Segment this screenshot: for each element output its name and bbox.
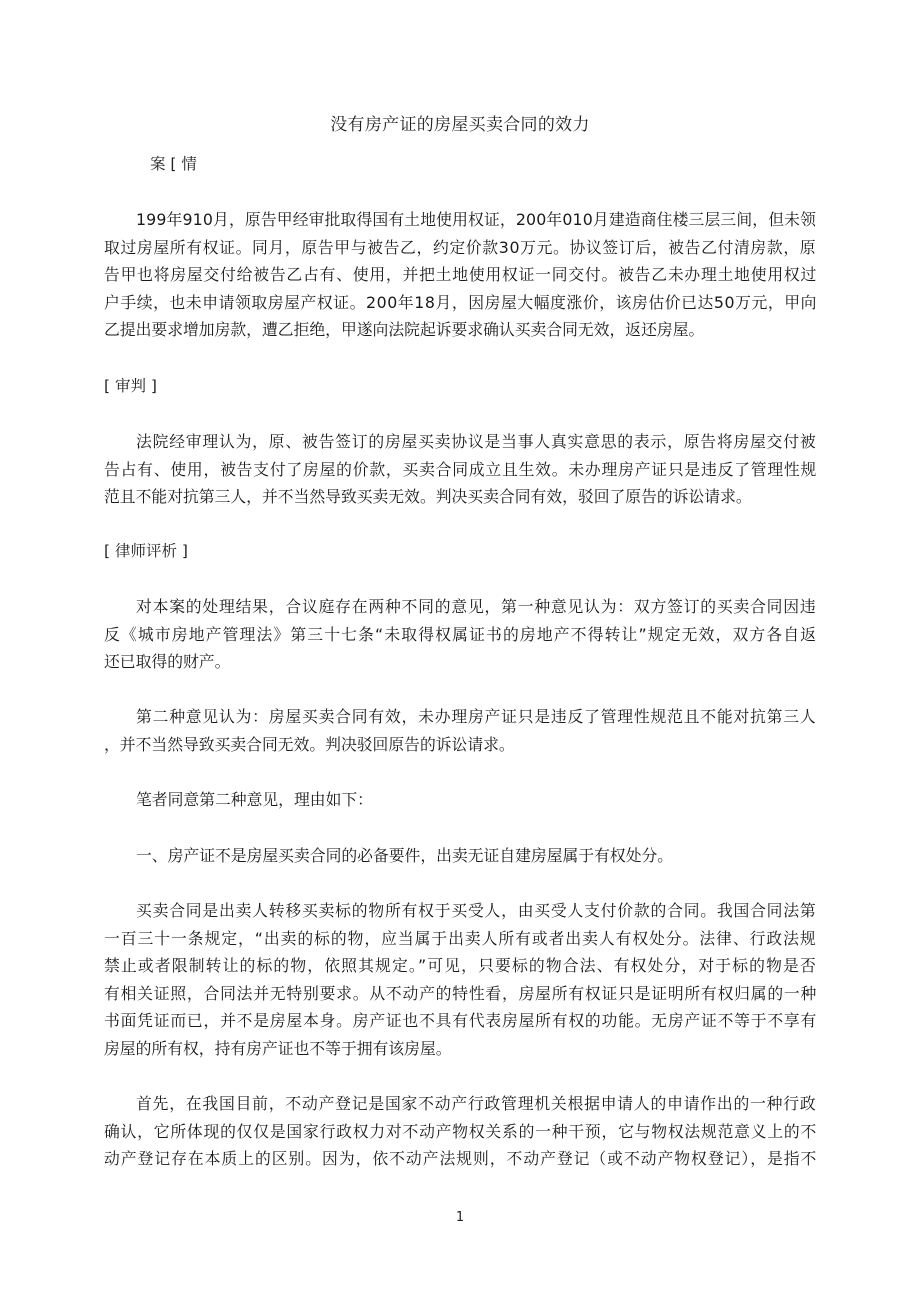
paragraph-opinion-two (104, 703, 816, 758)
text-line: 对本案的处理结果，合议庭存在两种不同的意见，第一种意见认为：双方签订的买卖合同因违 (136, 597, 817, 616)
text-line: 范且不能对抗第三人，并不当然导致买卖无效。判决买卖合同有效，驳回了原告的诉讼请求。 (104, 487, 752, 506)
text-line: 法院经审理认为，原、被告签订的房屋买卖协议是当事人真实意思的表示，原告将房屋交付被 (136, 432, 817, 451)
text-line: 笔者同意第二种意见，理由如下： (136, 790, 373, 809)
text-line: 第二种意见认为：房屋买卖合同有效，未办理房产证只是违反了管理性规范且不能对抗第三人 (136, 707, 817, 726)
paragraph-case-facts (104, 206, 816, 344)
text-line: 告占有、使用，被告支付了房屋的价款，买卖合同成立且生效。未办理房产证只是违反了管理性规 (104, 459, 818, 479)
text-line: 反《城市房地产管理法》第三十七条“未取得权属证书的房地产不得转让”规定无效，双方各自返 (104, 624, 818, 644)
text-line: 取过房屋所有权证。同月，原告甲与被告乙，约定价款30万元。协议签订后，被告乙付清房款，原 (104, 237, 817, 257)
paragraph-trial (104, 428, 816, 511)
text-line: 书面凭证而已，并不是房屋本身。房产证也不具有代表房屋所有权的功能。无房产证不等于不享有 (104, 1011, 818, 1030)
text-line: 动产登记存在本质上的区别。因为，依不动产法规则，不动产登记（或不动产物权登记），是指不 (104, 1149, 818, 1168)
text-line: 还已取得的财产。 (104, 652, 231, 671)
text-line: 房屋的所有权，持有房产证也不等于拥有该房屋。 (104, 1038, 452, 1058)
text-line: 乙提出要求增加房款，遭乙拒绝，甲遂向法院起诉要求确认买卖合同无效，返还房屋。 (104, 320, 705, 339)
text-line: 确认，它所体现的仅仅是国家行政权力对不动产物权关系的一种干预，它与物权法规范意义上的不 (104, 1121, 818, 1141)
paragraph-opinion-one (104, 593, 816, 676)
text-line: 买卖合同是出卖人转移买卖标的物所有权于买受人，由买受人支付价款的合同。我国合同法第 (136, 901, 817, 920)
section-heading-trial: [ 审判 ] (104, 377, 157, 395)
paragraph-author-agrees (104, 786, 816, 814)
text-line: 禁止或者限制转让的标的物，依照其规定。”可见，只要标的物合法、有权处分，对于标的物是否 (104, 956, 817, 975)
text-line: 户手续，也未申请领取房屋产权证。200年18月，因房屋大幅度涨价，该房估价已达50万元，甲向 (104, 292, 818, 312)
section-heading-lawyer-analysis: [ 律师评析 ] (104, 542, 188, 560)
document-title: 没有房产证的房屋买卖合同的效力 (330, 115, 590, 135)
text-line: 告甲也将房屋交付给被告乙占有、使用，并把土地使用权证一同交付。被告乙未办理土地使用权过 (104, 265, 818, 284)
text-line: 一百三十一条规定，“出卖的标的物，应当属于出卖人所有或者出卖人有权处分。法律、行政法规 (104, 928, 817, 948)
section-heading-case: 案 [ 情 (150, 155, 197, 173)
paragraph-point-one (104, 842, 816, 870)
paragraph-firstly (104, 1090, 816, 1173)
paragraph-sales-contract (104, 897, 816, 1062)
text-line: 199年910月，原告甲经审批取得国有土地使用权证，200年010月建造商住楼三层三间，但未领 (136, 210, 816, 229)
page-number: 1 (455, 1210, 465, 1225)
text-line: 有相关证照，合同法并无特别要求。从不动产的特性看，房屋所有权证只是证明所有权归属的一种 (104, 983, 818, 1003)
text-line: ，并不当然导致买卖合同无效。判决驳回原告的诉讼请求。 (104, 734, 515, 754)
text-line: 首先，在我国目前，不动产登记是国家不动产行政管理机关根据申请人的申请作出的一种行政 (136, 1094, 817, 1113)
text-line: 一、房产证不是房屋买卖合同的必备要件，出卖无证自建房屋属于有权处分。 (136, 846, 674, 865)
